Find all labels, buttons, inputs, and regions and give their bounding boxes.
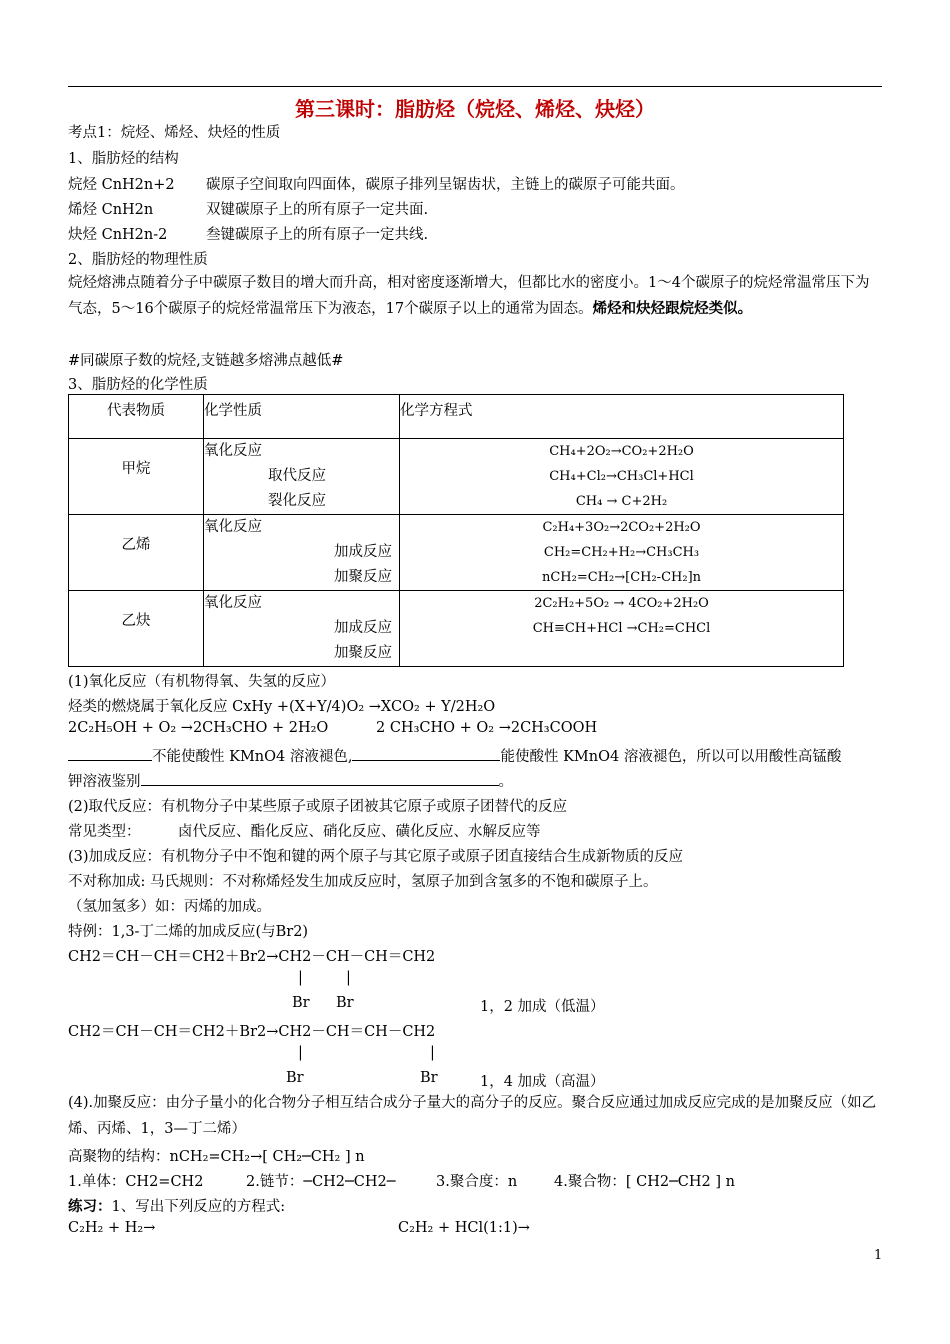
equation: CH₂=CH₂+H₂→CH₃CH₃ [543, 545, 700, 560]
kmno4-text-a: 不能使酸性 KMnO4 溶液褪色, [152, 749, 353, 765]
bromine-label: Br [336, 995, 354, 1011]
special-case: 特例：1,3-丁二烯的加成反应(与Br2) [68, 924, 309, 940]
substitution-types-label: 常见类型： [68, 824, 141, 840]
kmno4-line-1 [68, 745, 841, 766]
physical-properties-text: 烷烃熔沸点随着分子中碳原子数目的增大而升高，相对密度逐渐增大，但都比水的密度小。1～4个碳原子的烷烃常温常压下为气态，5～16个碳原子的烷烃常温常压下为液态，17个碳原子以上的通常为固态。 [68, 275, 870, 317]
section-2-heading: 2、脂肪烃的物理性质 [68, 252, 208, 268]
table-header-row [69, 395, 844, 439]
answer-blank[interactable] [141, 771, 499, 786]
acetaldehyde-oxidation: 2 CH₃CHO + O₂ →2CH₃COOH [376, 720, 598, 736]
chemical-properties-table [68, 394, 844, 667]
equation: 2C₂H₂+5O₂ → 4CO₂+2H₂O [534, 596, 709, 611]
alkane-desc: 碳原子空间取向四面体，碳原子排列呈锯齿状，主链上的碳原子可能共面。 [206, 177, 685, 193]
kmno4-line-2 [68, 770, 513, 791]
alkyne-desc: 叁键碳原子上的所有原子一定共线. [206, 227, 429, 243]
answer-blank[interactable] [68, 746, 152, 761]
prop-substitution: 取代反应 [268, 468, 326, 484]
prop-oxidation: 氧化反应 [204, 443, 262, 459]
page-title: 第三课时：脂肪烃（烷烃、烯烃、炔烃） [295, 97, 655, 121]
equation: CH₄+2O₂→CO₂+2H₂O [549, 444, 694, 459]
bond-bar: | [298, 970, 303, 986]
chain-unit: 2.链节：─CH2─CH2─ [246, 1174, 396, 1190]
exercise-a: C₂H₂ + H₂→ [68, 1220, 156, 1236]
equation: CH₄ → C+2H₂ [575, 494, 668, 509]
prop-cracking: 裂化反应 [268, 493, 326, 509]
exercise-text: 1、写出下列反应的方程式: [111, 1199, 286, 1215]
methane-props [204, 439, 400, 515]
equation-1-4-addition: CH2＝CH－CH＝CH2＋Br2→CH2－CH＝CH－CH2 [68, 1024, 436, 1040]
prop-addition: 加成反应 [334, 544, 392, 560]
header-rule [68, 86, 882, 87]
monomer: 1.单体：CH2=CH2 [68, 1174, 204, 1190]
bond-bar: | [298, 1045, 303, 1061]
polymerization-heading: (4).加聚反应：由分子量小的化合物分子相互结合成分子量大的高分子的反应。聚合反应通过加成反应完成的是加聚反应（如乙烯、丙烯、1，3—丁二烯） [68, 1095, 877, 1137]
alkene-label: 烯烃 CnH2n [68, 202, 154, 218]
equation: nCH₂=CH₂→[CH₂-CH₂]n [541, 570, 702, 585]
ethyne-equations [400, 591, 844, 667]
bromine-label: Br [286, 1070, 304, 1086]
section-3-heading: 3、脂肪烃的化学性质 [68, 377, 208, 393]
equation: C₂H₄+3O₂→2CO₂+2H₂O [542, 520, 701, 535]
equation: CH≡CH+HCl →CH₂=CHCl [532, 621, 711, 636]
degree-of-polymerization: 3.聚合度：n [436, 1174, 518, 1190]
exercise-line [68, 1195, 285, 1216]
prop-addition: 加成反应 [334, 620, 392, 636]
markovnikov-line: 不对称加成: 马氏规则：不对称烯烃发生加成反应时，氢原子加到含氢多的不饱和碳原子上。 [68, 874, 658, 890]
equation: CH₄+Cl₂→CH₃Cl+HCl [549, 469, 694, 484]
table-row [69, 591, 844, 667]
header-equation: 化学方程式 [400, 395, 844, 439]
exercise-b: C₂H₂ + HCl(1:1)→ [398, 1220, 530, 1236]
ethene-props [204, 515, 400, 591]
methane-equations [400, 439, 844, 515]
prop-oxidation: 氧化反应 [204, 595, 262, 611]
ethene-equations [400, 515, 844, 591]
ethyne-props [204, 591, 400, 667]
ethene-cell: 乙烯 [69, 515, 204, 591]
oxidation-heading: (1)氧化反应（有机物得氧、失氢的反应） [68, 674, 336, 690]
substitution-types: 卤代反应、酯化反应、硝化反应、磺化反应、水解反应等 [178, 824, 541, 840]
physical-properties-paragraph [68, 270, 882, 322]
prop-polymerization: 加聚反应 [334, 569, 392, 585]
header-substance: 代表物质 [69, 395, 204, 439]
kmno4-end: 。 [498, 774, 513, 790]
kmno4-text-c: 钾溶液鉴别 [68, 774, 141, 790]
boiling-note: #同碳原子数的烷烃,支链越多熔沸点越低# [68, 353, 344, 369]
alkene-desc: 双键碳原子上的所有原子一定共面. [206, 202, 429, 218]
bromine-label: Br [420, 1070, 438, 1086]
section-1-heading: 1、脂肪烃的结构 [68, 151, 179, 167]
markovnikov-example: （氢加氢多）如：丙烯的加成。 [68, 899, 271, 915]
answer-blank[interactable] [352, 746, 500, 761]
table-row [69, 439, 844, 515]
exercise-label: 练习： [68, 1198, 112, 1215]
bond-bar: | [346, 970, 351, 986]
alkyne-label: 炔烃 CnH2n-2 [68, 227, 168, 243]
substitution-heading: (2)取代反应：有机物分子中某些原子或原子团被其它原子或原子团替代的反应 [68, 799, 568, 815]
addition-heading: (3)加成反应：有机物分子中不饱和键的两个原子与其它原子或原子团直接结合生成新物质的反应 [68, 849, 684, 865]
kaodian-heading: 考点1：烷烃、烯烃、炔烃的性质 [68, 125, 281, 141]
equation-1-2-addition: CH2＝CH－CH＝CH2＋Br2→CH2－CH－CH＝CH2 [68, 949, 436, 965]
bond-bar: | [430, 1045, 435, 1061]
prop-polymerization: 加聚反应 [334, 645, 392, 661]
header-property: 化学性质 [204, 395, 400, 439]
physical-properties-bold: 烯烃和炔烃跟烷烃类似。 [592, 300, 753, 317]
methane-cell: 甲烷 [69, 439, 204, 515]
kmno4-text-b: 能使酸性 KMnO4 溶液褪色，所以可以用酸性高锰酸 [500, 749, 842, 765]
table-row [69, 515, 844, 591]
addition-1-2-label: 1，2 加成（低温） [480, 999, 605, 1015]
ethyne-cell: 乙炔 [69, 591, 204, 667]
page-number: 1 [874, 1248, 883, 1263]
bromine-label: Br [292, 995, 310, 1011]
combustion-line: 烃类的燃烧属于氧化反应 CxHy +(X+Y/4)O₂ →XCO₂ + Y/2H₂O [68, 699, 496, 715]
addition-1-4-label: 1，4 加成（高温） [480, 1074, 605, 1090]
prop-oxidation: 氧化反应 [204, 519, 262, 535]
polymer-structure: 高聚物的结构：nCH₂=CH₂→[ CH₂─CH₂ ] n [68, 1149, 365, 1165]
ethanol-oxidation: 2C₂H₅OH + O₂ →2CH₃CHO + 2H₂O [68, 720, 329, 736]
polymer: 4.聚合物：[ CH2─CH2 ] n [554, 1174, 735, 1190]
alkane-label: 烷烃 CnH2n+2 [68, 177, 175, 193]
